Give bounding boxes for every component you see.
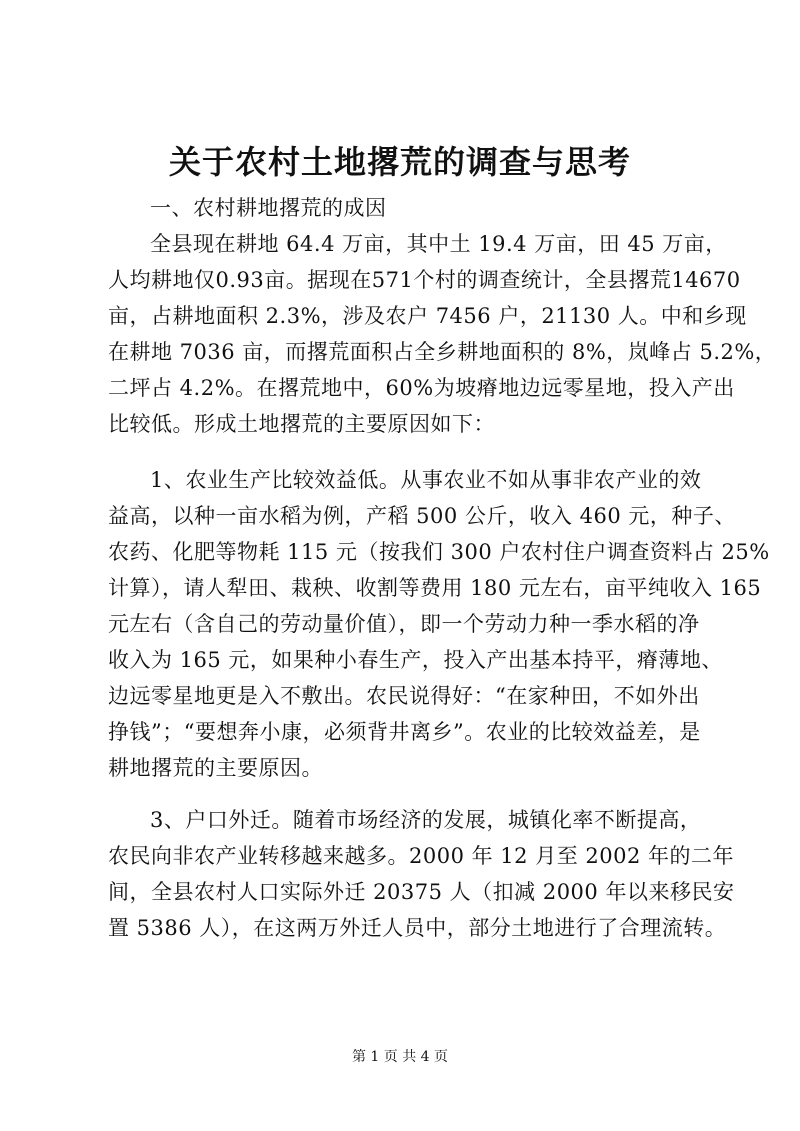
paragraph-line: 农民向非农产业转移越来越多。2000 年 12 月至 2002 年的二年 bbox=[108, 844, 734, 868]
paragraph-line: 全县现在耕地 64.4 万亩，其中土 19.4 万亩，田 45 万亩， bbox=[150, 232, 727, 256]
paragraph-line: 3、户口外迁。随着市场经济的发展，城镇化率不断提高， bbox=[150, 808, 702, 832]
paragraph-line: 挣钱”；“要想奔小康，必须背井离乡”。农业的比较效益差，是 bbox=[108, 720, 701, 744]
section-heading: 一、农村耕地撂荒的成因 bbox=[150, 196, 387, 220]
paragraph-line: 间，全县农村人口实际外迁 20375 人（扣减 2000 年以来移民安 bbox=[108, 880, 735, 904]
paragraph-line: 收入为 165 元，如果种小春生产，投入产出基本持平，瘠薄地、 bbox=[108, 648, 723, 672]
paragraph-line: 二坪占 4.2%。在撂荒地中，60%为坡瘠地边远零星地，投入产出 bbox=[108, 376, 735, 400]
document-title: 关于农村土地撂荒的调查与思考 bbox=[168, 143, 631, 181]
paragraph-line: 元左右（含自己的劳动量价值），即一个劳动力种一季水稻的净 bbox=[108, 612, 700, 636]
paragraph-line: 农药、化肥等物耗 115 元（按我们 300 户农村住户调查资料占 25% bbox=[108, 540, 770, 564]
paragraph-line: 1、农业生产比较效益低。从事农业不如从事非农产业的效 bbox=[150, 468, 702, 492]
paragraph-line: 计算），请人犁田、栽秧、收割等费用 180 元左右，亩平纯收入 165 bbox=[108, 576, 762, 600]
paragraph-line: 益高，以种一亩水稻为例，产稻 500 公斤，收入 460 元，种子、 bbox=[108, 504, 736, 528]
paragraph-line: 亩，占耕地面积 2.3%，涉及农户 7456 户，21130 人。中和乡现 bbox=[108, 304, 747, 328]
paragraph-line: 置 5386 人），在这两万外迁人员中，部分土地进行了合理流转。 bbox=[108, 916, 727, 940]
paragraph-line: 边远零星地更是入不敷出。农民说得好：“在家种田，不如外出 bbox=[108, 684, 700, 708]
paragraph-line: 比较低。形成土地撂荒的主要原因如下： bbox=[108, 412, 495, 436]
paragraph-line: 在耕地 7036 亩，而撂荒面积占全乡耕地面积的 8%，岚峰占 5.2%， bbox=[108, 340, 777, 364]
page-number-footer: 第 1 页 共 4 页 bbox=[351, 1049, 449, 1065]
paragraph-line: 人均耕地仅0.93亩。据现在571个村的调查统计，全县撂荒14670 bbox=[108, 268, 741, 292]
paragraph-line: 耕地撂荒的主要原因。 bbox=[108, 756, 323, 780]
